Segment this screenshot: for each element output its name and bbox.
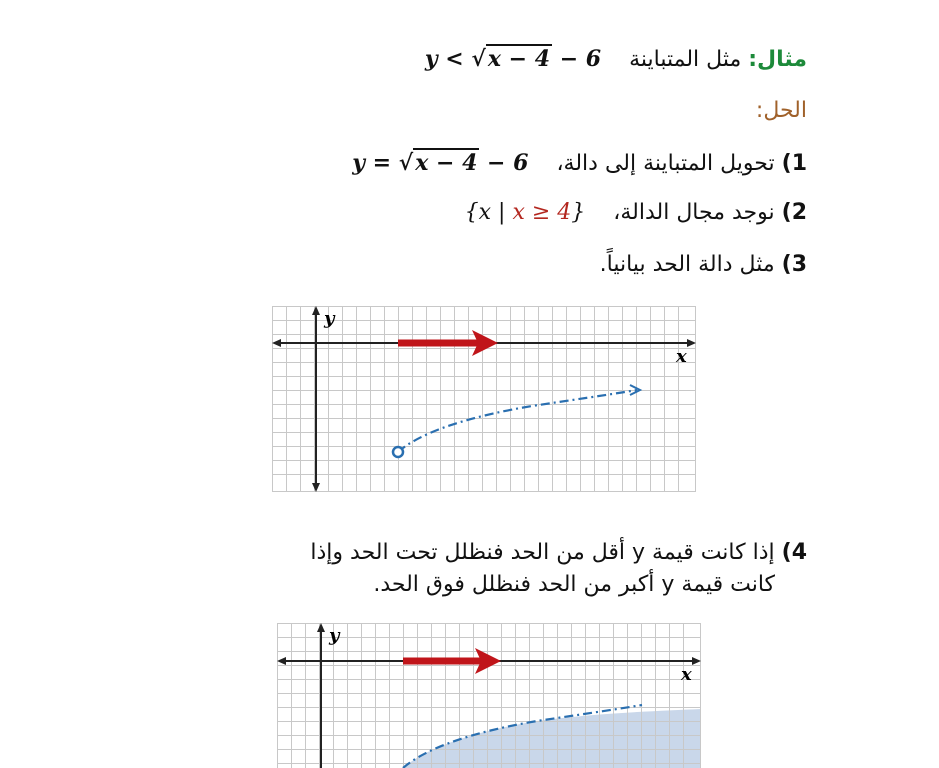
step-2	[465, 200, 807, 225]
step-3	[600, 252, 807, 277]
step-1-equation: y = √x − 4 − 6	[352, 150, 529, 176]
step-number: 3)	[781, 252, 807, 277]
example-text: مثل المتباينة	[629, 47, 742, 72]
solution-line	[756, 98, 807, 123]
example-line	[425, 46, 807, 72]
step-number: 4)	[781, 540, 807, 565]
step-text: نوجد مجال الدالة،	[613, 200, 775, 225]
step-1	[352, 150, 807, 176]
grid	[272, 306, 696, 492]
y-axis-label: y	[324, 308, 335, 329]
shaded-graph	[277, 623, 701, 768]
step-text-line2: كانت قيمة y أكبر من الحد فنظلل فوق الحد.	[373, 572, 775, 597]
step-number: 1)	[781, 151, 807, 176]
open-endpoint	[393, 447, 403, 457]
solution-label: الحل:	[755, 98, 807, 123]
step-text: مثل دالة الحد بيانياً.	[599, 252, 775, 277]
x-axis-label: x	[681, 664, 692, 685]
y-axis-label: y	[329, 625, 340, 646]
step-4	[310, 540, 807, 565]
step-text: تحويل المتباينة إلى دالة،	[556, 151, 775, 176]
example-inequality: y < √x − 4 − 6	[424, 46, 602, 72]
boundary-curve	[398, 390, 637, 452]
x-axis-label: x	[676, 346, 687, 367]
domain-set: {x | x ≥ 4}	[464, 200, 586, 225]
boundary-graph	[272, 306, 696, 492]
step-4-line2	[373, 572, 775, 597]
step-number: 2)	[781, 200, 807, 225]
step-text-line1: إذا كانت قيمة y أقل من الحد فنظلل تحت الحد وإذا	[310, 540, 775, 565]
example-label: مثال:	[748, 47, 807, 72]
